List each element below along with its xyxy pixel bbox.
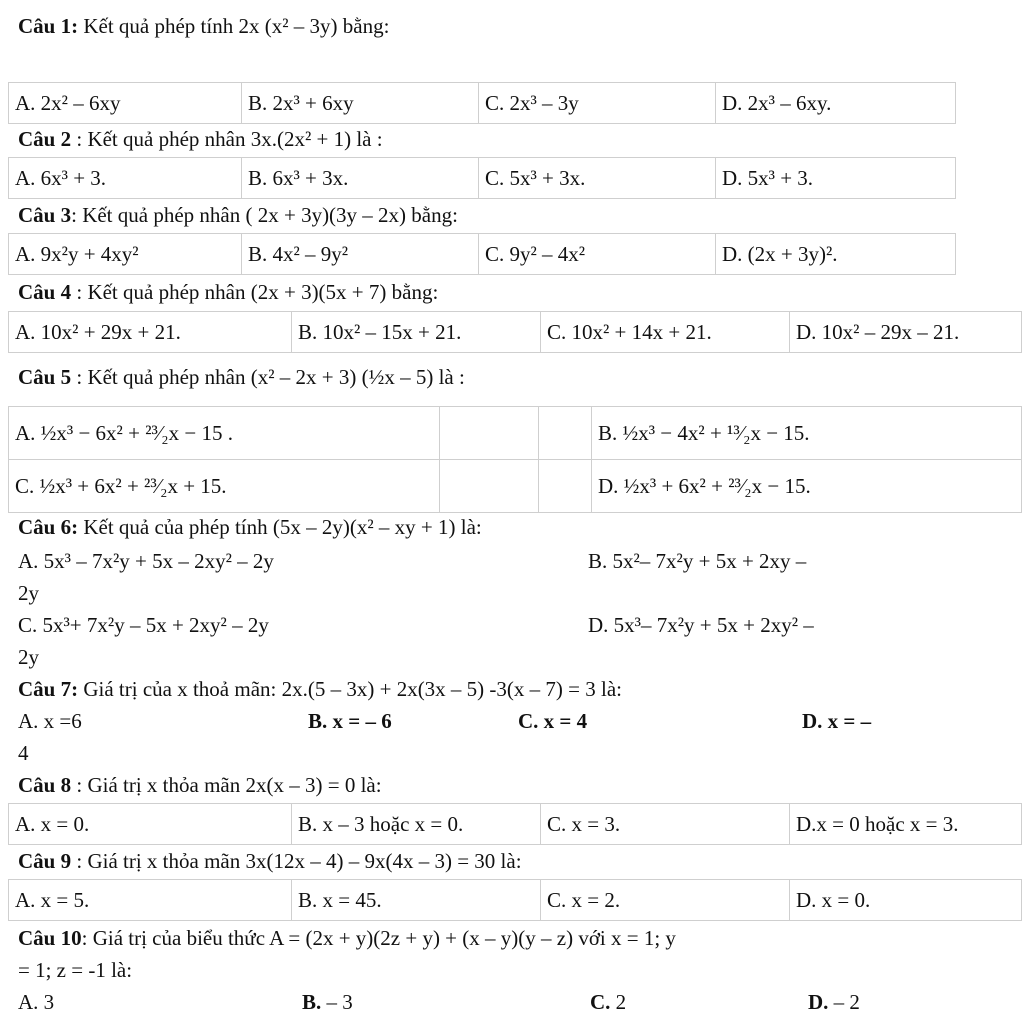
q5-empty-cell (539, 407, 592, 460)
question-3 (18, 203, 458, 228)
q2-option-d[interactable]: D. 5x³ + 3. (716, 158, 956, 199)
q9-option-c[interactable]: C. x = 2. (541, 880, 790, 921)
question-7 (18, 677, 622, 702)
q6-option-b[interactable]: B. 5x²– 7x²y + 5x + 2xy – (588, 549, 807, 573)
question-5 (18, 365, 465, 390)
q7-option-d-cont: 4 (18, 741, 29, 765)
q8-text: : Giá trị x thỏa mãn 2x(x – 3) = 0 là: (71, 773, 382, 797)
question-2 (18, 127, 383, 152)
q4-label: Câu 4 (18, 280, 72, 304)
q1-option-b[interactable]: B. 2x³ + 6xy (242, 83, 479, 124)
q9-option-b[interactable]: B. x = 45. (292, 880, 541, 921)
q10-option-c-value: 2 (610, 990, 627, 1014)
q1-option-a[interactable]: A. 2x² – 6xy (9, 83, 242, 124)
q9-label: Câu 9 (18, 849, 72, 873)
q10-option-c-letter: C. (590, 990, 611, 1014)
q2-options (8, 157, 956, 199)
question-1 (18, 14, 389, 39)
q7-option-c[interactable]: C. x = 4 (518, 709, 588, 733)
q9-option-a[interactable]: A. x = 5. (9, 880, 292, 921)
q10-text: : Giá trị của biểu thức A = (2x + y)(2z + y) + (x – y)(y – z) với x = 1; y (81, 926, 676, 950)
q5-option-a[interactable]: A. ½x³ − 6x² + ²³⁄₂x − 15 . (9, 407, 440, 460)
q5-empty-cell (440, 407, 539, 460)
q5-option-c[interactable]: C. ½x³ + 6x² + ²³⁄₂x + 15. (9, 460, 440, 513)
q7-option-b[interactable]: B. x = – 6 (308, 709, 392, 733)
q6-option-d-cont: 2y (18, 645, 39, 669)
q5-empty-cell (440, 460, 539, 513)
q4-options (8, 311, 1022, 353)
q8-option-b[interactable]: B. x – 3 hoặc x = 0. (292, 804, 541, 845)
q5-option-d[interactable]: D. ½x³ + 6x² + ²³⁄₂x − 15. (592, 460, 1022, 513)
question-10 (18, 926, 676, 951)
q10-option-b[interactable] (302, 990, 353, 1015)
q3-option-d[interactable]: D. (2x + 3y)². (716, 234, 956, 275)
q9-text: : Giá trị x thỏa mãn 3x(12x – 4) – 9x(4x – 3) = 30 là: (71, 849, 522, 873)
q10-option-a[interactable]: A. 3 (18, 990, 55, 1014)
q9-options (8, 879, 1022, 921)
q1-option-c[interactable]: C. 2x³ – 3y (479, 83, 716, 124)
q5-option-b[interactable]: B. ½x³ − 4x² + ¹³⁄₂x − 15. (592, 407, 1022, 460)
q2-option-b[interactable]: B. 6x³ + 3x. (242, 158, 479, 199)
q10-text-cont: = 1; z = -1 là: (18, 958, 133, 982)
q3-option-b[interactable]: B. 4x² – 9y² (242, 234, 479, 275)
q10-option-d[interactable] (808, 990, 860, 1015)
q8-option-a[interactable]: A. x = 0. (9, 804, 292, 845)
q6-option-a[interactable]: A. 5x³ – 7x²y + 5x – 2xy² – 2y (18, 549, 274, 573)
question-4 (18, 280, 438, 305)
q10-option-d-letter: D. (808, 990, 829, 1014)
q3-option-c[interactable]: C. 9y² – 4x² (479, 234, 716, 275)
q8-options (8, 803, 1022, 845)
q6-text: Kết quả của phép tính (5x – 2y)(x² – xy + 1) là: (78, 515, 482, 539)
q7-option-d[interactable]: D. x = – (802, 709, 872, 733)
q3-text: : Kết quả phép nhân ( 2x + 3y)(3y – 2x) bằng: (71, 203, 458, 227)
q2-label: Câu 2 (18, 127, 72, 151)
q4-option-a[interactable]: A. 10x² + 29x + 21. (9, 312, 292, 353)
q6-option-d[interactable]: D. 5x³– 7x²y + 5x + 2xy² – (588, 613, 814, 637)
q8-label: Câu 8 (18, 773, 72, 797)
q7-label: Câu 7: (18, 677, 79, 701)
q4-option-d[interactable]: D. 10x² – 29x – 21. (790, 312, 1022, 353)
q2-text: : Kết quả phép nhân 3x.(2x² + 1) là : (71, 127, 383, 151)
q5-empty-cell (539, 460, 592, 513)
q5-label: Câu 5 (18, 365, 72, 389)
q5-options (8, 406, 1022, 513)
q4-option-c[interactable]: C. 10x² + 14x + 21. (541, 312, 790, 353)
q10-option-b-letter: B. (302, 990, 322, 1014)
q5-text: : Kết quả phép nhân (x² – 2x + 3) (½x – 5) là : (71, 365, 465, 389)
q7-text: Giá trị của x thoả mãn: 2x.(5 – 3x) + 2x(3x – 5) -3(x – 7) = 3 là: (78, 677, 622, 701)
q10-label: Câu 10 (18, 926, 82, 950)
question-8 (18, 773, 382, 798)
q1-options (8, 82, 956, 124)
q3-label: Câu 3 (18, 203, 72, 227)
q6-option-c[interactable]: C. 5x³+ 7x²y – 5x + 2xy² – 2y (18, 613, 269, 637)
question-6 (18, 515, 482, 540)
q10-option-d-value: – 2 (828, 990, 860, 1014)
q8-option-c[interactable]: C. x = 3. (541, 804, 790, 845)
q1-text: Kết quả phép tính 2x (x² – 3y) bằng: (78, 14, 390, 38)
q9-option-d[interactable]: D. x = 0. (790, 880, 1022, 921)
q7-option-a[interactable]: A. x =6 (18, 709, 82, 733)
q3-option-a[interactable]: A. 9x²y + 4xy² (9, 234, 242, 275)
q8-option-d[interactable]: D.x = 0 hoặc x = 3. (790, 804, 1022, 845)
q6-option-b-cont: 2y (18, 581, 39, 605)
q6-label: Câu 6: (18, 515, 79, 539)
q4-option-b[interactable]: B. 10x² – 15x + 21. (292, 312, 541, 353)
q1-label: Câu 1: (18, 14, 79, 38)
q2-option-a[interactable]: A. 6x³ + 3. (9, 158, 242, 199)
q10-option-b-value: – 3 (321, 990, 353, 1014)
q2-option-c[interactable]: C. 5x³ + 3x. (479, 158, 716, 199)
q1-option-d[interactable]: D. 2x³ – 6xy. (716, 83, 956, 124)
question-9 (18, 849, 522, 874)
q3-options (8, 233, 956, 275)
q10-option-c[interactable] (590, 990, 626, 1015)
q4-text: : Kết quả phép nhân (2x + 3)(5x + 7) bằng: (71, 280, 439, 304)
